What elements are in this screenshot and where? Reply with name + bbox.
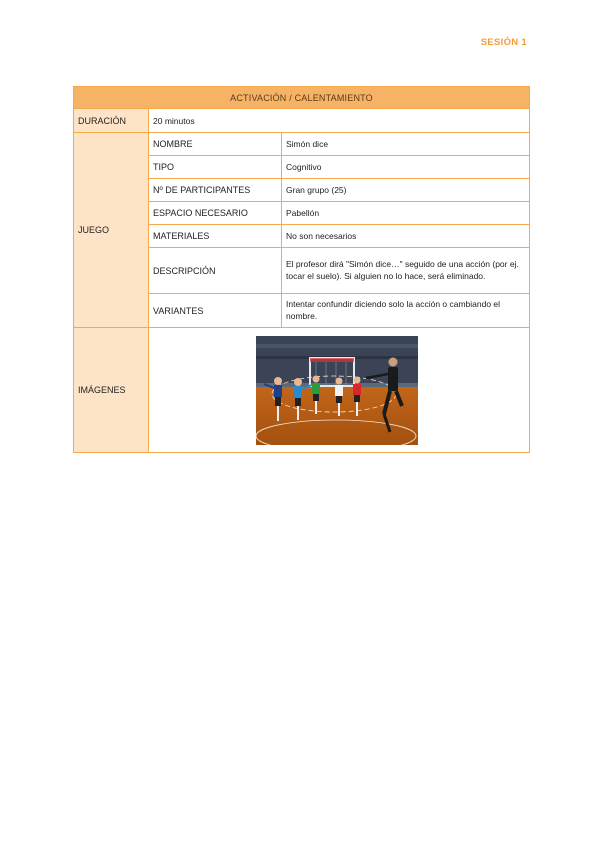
row-value-nombre: Simón dice bbox=[282, 133, 530, 156]
session-label: SESIÓN 1 bbox=[480, 37, 527, 48]
juego-label: JUEGO bbox=[74, 133, 149, 328]
row-value-variantes: Intentar confundir diciendo solo la acción o cambiando el nombre. bbox=[282, 294, 530, 328]
image-cell bbox=[149, 328, 530, 453]
duracion-value: 20 minutos bbox=[149, 109, 530, 133]
row-value-materiales: No son necesarios bbox=[282, 225, 530, 248]
row-value-participantes: Gran grupo (25) bbox=[282, 179, 530, 202]
row-label-variantes: VARIANTES bbox=[149, 294, 282, 328]
row-label-nombre: NOMBRE bbox=[149, 133, 282, 156]
activity-table bbox=[73, 86, 530, 453]
row-label-descripcion: DESCRIPCIÓN bbox=[149, 248, 282, 294]
table-header: ACTIVACIÓN / CALENTAMIENTO bbox=[74, 87, 530, 109]
row-value-descripcion: El profesor dirá "Simón dice…" seguido de una acción (por ej. tocar el suelo). Si alguien no lo hace, será eliminado. bbox=[282, 248, 530, 294]
imagenes-label: IMÁGENES bbox=[74, 328, 149, 453]
row-value-tipo: Cognitivo bbox=[282, 156, 530, 179]
row-label-participantes: Nº DE PARTICIPANTES bbox=[149, 179, 282, 202]
row-label-tipo: TIPO bbox=[149, 156, 282, 179]
row-label-espacio: ESPACIO NECESARIO bbox=[149, 202, 282, 225]
duracion-label: DURACIÓN bbox=[74, 109, 149, 133]
gym-photo bbox=[256, 336, 418, 445]
row-value-espacio: Pabellón bbox=[282, 202, 530, 225]
row-label-materiales: MATERIALES bbox=[149, 225, 282, 248]
